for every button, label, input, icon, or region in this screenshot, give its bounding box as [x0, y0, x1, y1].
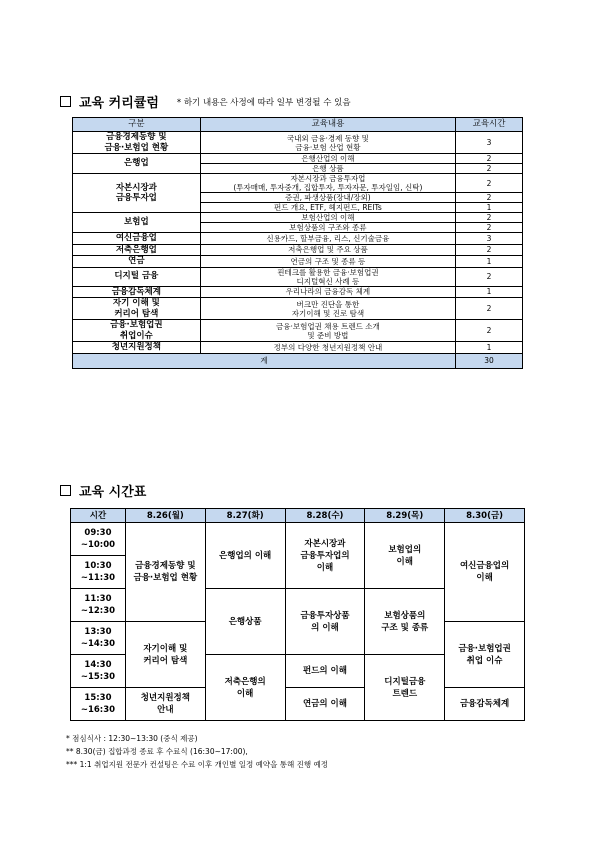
fri-mid-session: 금융·보험업권 취업 이슈: [445, 622, 525, 688]
mon-last-session: 청년지원정책 안내: [125, 688, 205, 721]
curriculum-row: [73, 267, 523, 286]
header-category: 구분: [73, 118, 201, 132]
total-hours: 30: [456, 353, 523, 368]
thu-afternoon-session: 디지털금융 트렌드: [365, 655, 445, 721]
curriculum-row: [73, 132, 523, 154]
curriculum-body: [73, 132, 523, 369]
wed-mid-session: 금융투자상품 의 이해: [285, 589, 365, 655]
curriculum-row: [73, 286, 523, 298]
curriculum-category: 저축은행업: [73, 244, 201, 256]
curriculum-content: 증권, 파생상품(장내/장외): [200, 193, 455, 203]
curriculum-content: 금융·보험업권 채용 트렌드 소개 및 준비 방법: [200, 320, 455, 342]
curriculum-note: * 하기 내용은 사정에 따라 일부 변경될 수 있음: [176, 97, 351, 108]
curriculum-row: [73, 233, 523, 245]
curriculum-row: [73, 342, 523, 354]
wed-morning-session: 자본시장과 금융투자업의 이해: [285, 523, 365, 589]
thu-mid-session: 보험상품의 구조 및 종류: [365, 589, 445, 655]
tue-mid-session: 은행상품: [205, 589, 285, 655]
header-day-thu: 8.29(목): [365, 509, 445, 523]
time-slot: 15:30 ~16:30: [71, 688, 126, 721]
schedule-header-row: [71, 509, 525, 523]
wed-afternoon-session-1: 펀드의 이해: [285, 655, 365, 688]
curriculum-hours: 2: [456, 193, 523, 203]
curriculum-content: 정부의 다양한 청년지원정책 안내: [200, 342, 455, 354]
curriculum-hours: 3: [456, 233, 523, 245]
curriculum-hours: 2: [456, 267, 523, 286]
schedule-row: [71, 688, 525, 721]
curriculum-category: 은행업: [73, 154, 201, 174]
header-content: 교육내용: [200, 118, 455, 132]
curriculum-category: 청년지원정책: [73, 342, 201, 354]
time-slot: 14:30 ~15:30: [71, 655, 126, 688]
tue-afternoon-session: 저축은행의 이해: [205, 655, 285, 721]
curriculum-row: [73, 298, 523, 320]
total-label: 계: [73, 353, 456, 368]
curriculum-content: 보험상품의 구조와 종류: [200, 223, 455, 233]
curriculum-category: 금융감독체계: [73, 286, 201, 298]
curriculum-hours: 1: [456, 286, 523, 298]
curriculum-category: 디지털 금융: [73, 267, 201, 286]
curriculum-table: [72, 117, 523, 369]
curriculum-hours: 2: [456, 223, 523, 233]
curriculum-category: 금융·보험업권 취업이슈: [73, 320, 201, 342]
checkbox-square-icon: [60, 96, 71, 107]
curriculum-hours: 2: [456, 244, 523, 256]
curriculum-hours: 2: [456, 164, 523, 174]
curriculum-hours: 1: [456, 203, 523, 213]
header-hours: 교육시간: [456, 118, 523, 132]
curriculum-content: 신용카드, 할부금융, 리스, 신기술금융: [200, 233, 455, 245]
curriculum-hours: 3: [456, 132, 523, 154]
curriculum-title: 교육 커리큘럼: [79, 96, 159, 111]
header-day-fri: 8.30(금): [445, 509, 525, 523]
fri-morning-session: 여신금융업의 이해: [445, 523, 525, 622]
curriculum-hours: 2: [456, 320, 523, 342]
wed-afternoon-session-2: 연금의 이해: [285, 688, 365, 721]
schedule-section-title: [60, 481, 146, 500]
time-slot: 10:30 ~11:30: [71, 556, 126, 589]
time-slot: 11:30 ~12:30: [71, 589, 126, 622]
curriculum-category: 금융경제동향 및 금융·보험업 현황: [73, 132, 201, 154]
curriculum-category: 자본시장과 금융투자업: [73, 174, 201, 213]
curriculum-section-title: [60, 92, 351, 111]
header-day-mon: 8.26(월): [125, 509, 205, 523]
curriculum-content: 자본시장과 금융투자업 (투자매매, 투자중개, 집합투자, 투자자문, 투자일임, 신탁): [200, 174, 455, 193]
curriculum-content: 보험산업의 이해: [200, 213, 455, 223]
curriculum-content: 은행 상품: [200, 164, 455, 174]
schedule-row: [71, 523, 525, 556]
curriculum-row: [73, 174, 523, 193]
curriculum-total-row: [73, 353, 523, 368]
curriculum-category: 여신금융업: [73, 233, 201, 245]
curriculum-hours: 2: [456, 154, 523, 164]
schedule-table: [70, 508, 525, 721]
checkbox-square-icon: [60, 485, 71, 496]
curriculum-row: [73, 320, 523, 342]
fri-last-session: 금융감독체계: [445, 688, 525, 721]
curriculum-content: 펀드 개요, ETF, 헤지펀드, REITs: [200, 203, 455, 213]
schedule-title: 교육 시간표: [79, 485, 147, 500]
curriculum-content: 연금의 구조 및 종류 등: [200, 256, 455, 268]
curriculum-content: 핀테크를 활용한 금융·보험업권 디지털혁신 사례 등: [200, 267, 455, 286]
footnote-consulting: *** 1:1 취업지원 전문가 컨설팅은 수료 이후 개인별 일정 예약을 통해 진행 예정: [66, 760, 329, 769]
curriculum-row: [73, 154, 523, 164]
curriculum-row: [73, 244, 523, 256]
curriculum-hours: 2: [456, 174, 523, 193]
curriculum-hours: 1: [456, 342, 523, 354]
header-day-tue: 8.27(화): [205, 509, 285, 523]
curriculum-category: 자기 이해 및 커리어 탐색: [73, 298, 201, 320]
footnote-lunch: * 점심식사 : 12:30~13:30 (중식 제공): [66, 734, 198, 743]
curriculum-content: 국내외 금융·경제 동향 및 금융·보험 산업 현황: [200, 132, 455, 154]
curriculum-hours: 2: [456, 213, 523, 223]
curriculum-content: 은행산업의 이해: [200, 154, 455, 164]
curriculum-content: 저축은행업 및 주요 상품: [200, 244, 455, 256]
header-day-wed: 8.28(수): [285, 509, 365, 523]
mon-morning-session: 금융경제동향 및 금융·보험업 현황: [125, 523, 205, 622]
curriculum-hours: 2: [456, 298, 523, 320]
curriculum-content: 우리나라의 금융감독 체계: [200, 286, 455, 298]
mon-afternoon-session: 자기이해 및 커리어 탐색: [125, 622, 205, 688]
tue-morning-session: 은행업의 이해: [205, 523, 285, 589]
curriculum-header-row: [73, 118, 523, 132]
curriculum-row: [73, 213, 523, 223]
curriculum-row: [73, 256, 523, 268]
time-slot: 13:30 ~14:30: [71, 622, 126, 655]
footnote-ceremony: ** 8.30(금) 집합과정 종료 후 수료식 (16:30~17:00),: [66, 747, 248, 756]
curriculum-hours: 1: [456, 256, 523, 268]
thu-morning-session: 보험업의 이해: [365, 523, 445, 589]
time-slot: 09:30 ~10:00: [71, 523, 126, 556]
header-time: 시간: [71, 509, 126, 523]
curriculum-category: 연금: [73, 256, 201, 268]
curriculum-category: 보험업: [73, 213, 201, 233]
curriculum-content: 버크만 진단을 통한 자기이해 및 진로 탐색: [200, 298, 455, 320]
